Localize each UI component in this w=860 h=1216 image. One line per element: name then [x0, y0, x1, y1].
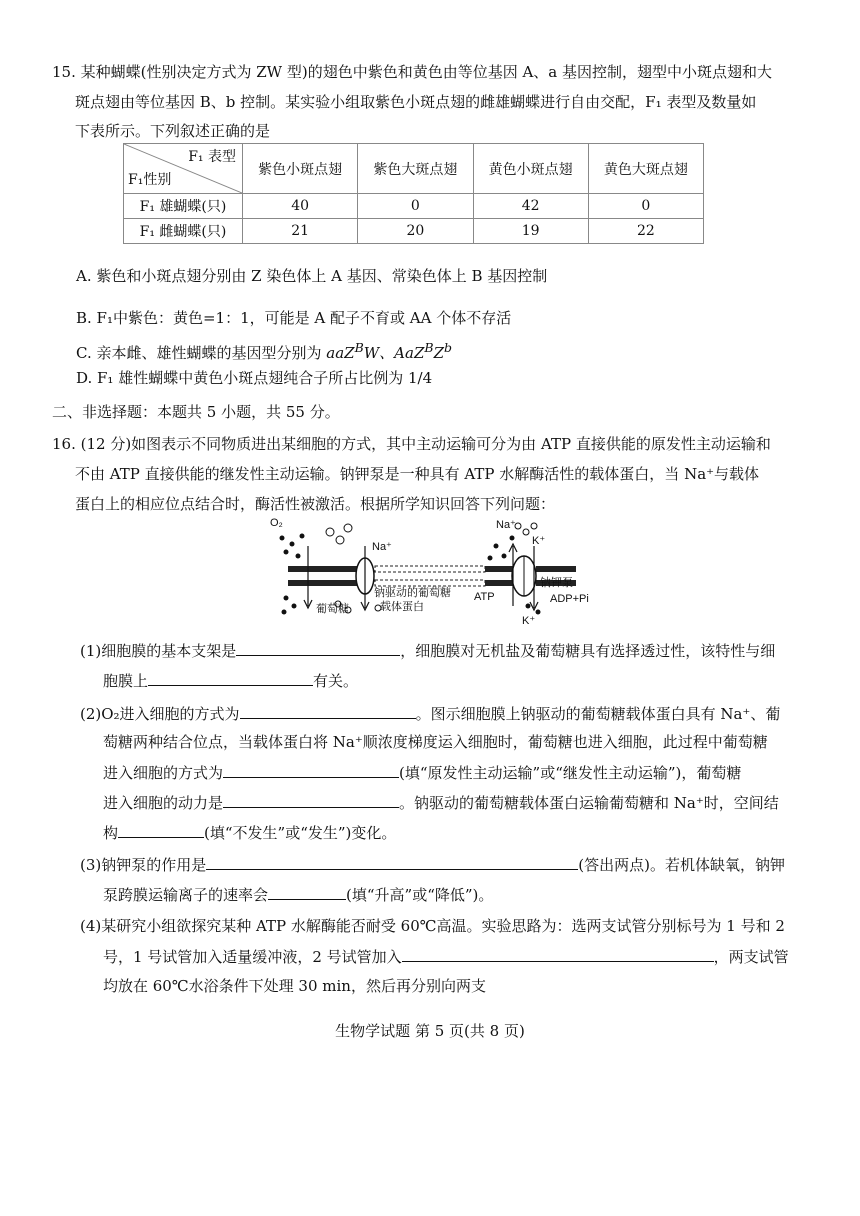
q16-p3-text: (填“升高”或“降低”)。	[346, 886, 494, 904]
q16-part-2	[80, 701, 780, 726]
answer-blank[interactable]	[240, 701, 416, 719]
q16-line-1: 16. (12 分)如图表示不同物质进出某细胞的方式，其中主动运输可分为由 ATP 直接供能的原发性主动运输和	[52, 435, 771, 453]
q16-part-2-line2: 萄糖两种结合位点，当载体蛋白将 Na⁺顺浓度梯度运入细胞时，葡萄糖也进入细胞，此过程中葡萄糖	[103, 733, 768, 751]
table-cell: 0	[588, 194, 703, 219]
table-header: 黄色小斑点翅	[473, 144, 588, 194]
table-header: 紫色小斑点翅	[243, 144, 358, 194]
q16-p2-text: 进入细胞的方式为	[103, 764, 224, 782]
answer-blank[interactable]	[268, 882, 346, 900]
q16-p3-text: 泵跨膜运输离子的速率会	[103, 886, 269, 904]
q16-part-3-cont	[103, 882, 493, 907]
q16-part-4-line2	[103, 944, 789, 969]
answer-blank[interactable]	[223, 760, 399, 778]
q16-p2-text: 构	[103, 824, 119, 842]
option-b: B. F₁中紫色：黄色=1：1，可能是 A 配子不育或 AA 个体不存活	[76, 309, 512, 327]
corner-top-label: F₁ 表型	[188, 149, 236, 165]
label-carrier: 钠驱动的葡萄糖	[374, 587, 451, 599]
q16-part-1-cont	[103, 668, 358, 693]
membrane-transport-diagram	[268, 516, 600, 628]
q15-line-1: 15. 某种蝴蝶(性别决定方式为 ZW 型)的翅色中紫色和黄色由等位基因 A、a 基因控制，翅型中小斑点翅和大	[52, 63, 773, 81]
q16-part-2-line4	[103, 790, 779, 815]
answer-blank[interactable]	[206, 852, 578, 870]
q16-part-2-line5	[103, 820, 396, 845]
label-k-bottom: K⁺	[522, 615, 536, 627]
q15-line-2: 斑点翅由等位基因 B、b 控制。某实验小组取紫色小斑点翅的雌雄蝴蝶进行自由交配，F₁ 表型及数量如	[75, 93, 757, 111]
option-c-text: C. 亲本雌、雄性蝴蝶的基因型分别为	[76, 344, 327, 362]
q16-p1-text: 胞膜上	[103, 672, 149, 690]
table-cell: 20	[358, 219, 473, 244]
q16-p1-text: ，细胞膜对无机盐及葡萄糖具有选择透过性，该特性与细	[400, 642, 776, 660]
row-label: F₁ 雄蝴蝶(只)	[124, 194, 243, 219]
q16-part-2-line3	[103, 760, 741, 785]
table-cell: 0	[358, 194, 473, 219]
answer-blank[interactable]	[223, 790, 399, 808]
q15-table	[123, 143, 704, 244]
table-header: 紫色大斑点翅	[358, 144, 473, 194]
q16-line-3: 蛋白上的相应位点结合时，酶活性被激活。根据所学知识回答下列问题：	[75, 495, 556, 513]
q16-p3-text: (答出两点)。若机体缺氧，钠钾	[578, 856, 785, 874]
label-o2: O₂	[270, 517, 283, 529]
q16-line-2: 不由 ATP 直接供能的继发性主动运输。钠钾泵是一种具有 ATP 水解酶活性的载体蛋白，当 Na⁺与载体	[75, 465, 760, 483]
answer-blank[interactable]	[118, 820, 204, 838]
answer-blank[interactable]	[148, 668, 313, 686]
q16-part-1	[80, 638, 775, 663]
q16-p4-text: ，两支试管	[713, 948, 789, 966]
table-corner-cell	[124, 144, 243, 194]
table-row	[124, 194, 704, 219]
table-cell: 19	[473, 219, 588, 244]
q15-line-3: 下表所示。下列叙述正确的是	[75, 122, 271, 140]
table-cell: 21	[243, 219, 358, 244]
row-label: F₁ 雌蝴蝶(只)	[124, 219, 243, 244]
genotype-female: aaZ	[326, 344, 355, 362]
label-na-right: Na⁺	[496, 519, 516, 531]
table-cell: 22	[588, 219, 703, 244]
q16-p1-text: 有关。	[313, 672, 359, 690]
q16-p2-text: (填“不发生”或“发生”)变化。	[204, 824, 397, 842]
label-carrier-2: 载体蛋白	[380, 601, 424, 613]
q16-p1-text: (1)细胞膜的基本支架是	[80, 642, 237, 660]
label-adp: ADP+Pi	[550, 593, 589, 605]
q16-p3-text: (3)钠钾泵的作用是	[80, 856, 207, 874]
table-cell: 40	[243, 194, 358, 219]
q16-p2-text: 进入细胞的动力是	[103, 794, 224, 812]
option-d: D. F₁ 雄性蝴蝶中黄色小斑点翅纯合子所占比例为 1/4	[76, 369, 433, 387]
q16-p2-text: 。钠驱动的葡萄糖载体蛋白运输葡萄糖和 Na⁺时，空间结	[399, 794, 779, 812]
table-header: 黄色大斑点翅	[588, 144, 703, 194]
genotype-sup: B	[354, 340, 364, 355]
genotype-male: W、AaZ	[363, 344, 425, 362]
label-glucose: 葡萄糖	[316, 603, 349, 615]
answer-blank[interactable]	[402, 944, 714, 962]
q16-p2-text: (填“原发性主动运输”或“继发性主动运输”)，葡萄糖	[399, 764, 742, 782]
option-c	[76, 336, 452, 365]
genotype-sup: B	[424, 340, 434, 355]
label-k-top: K⁺	[532, 535, 546, 547]
label-atp: ATP	[474, 591, 495, 603]
q16-p2-text: (2)O₂进入细胞的方式为	[80, 705, 240, 723]
table-row	[124, 219, 704, 244]
label-pump: 钠钾泵	[540, 577, 573, 589]
option-a: A. 紫色和小斑点翅分别由 Z 染色体上 A 基因、常染色体上 B 基因控制	[76, 267, 548, 285]
genotype-sup: b	[444, 340, 453, 355]
corner-bottom-label: F₁性别	[128, 172, 172, 188]
genotype-male-2: Z	[433, 344, 444, 362]
label-na-left: Na⁺	[372, 541, 392, 553]
table-cell: 42	[473, 194, 588, 219]
q16-part-3	[80, 852, 785, 877]
q16-part-4-line3: 均放在 60℃水浴条件下处理 30 min，然后再分别向两支	[103, 977, 486, 995]
q16-part-4: (4)某研究小组欲探究某种 ATP 水解酶能否耐受 60℃高温。实验思路为：选两支试管分别标号为 1 号和 2	[80, 917, 785, 935]
q16-p2-text: 。图示细胞膜上钠驱动的葡萄糖载体蛋白具有 Na⁺、葡	[415, 705, 781, 723]
answer-blank[interactable]	[236, 638, 400, 656]
page-footer: 生物学试题 第 5 页(共 8 页)	[335, 1022, 525, 1040]
q16-p4-text: 号，1 号试管加入适量缓冲液，2 号试管加入	[103, 948, 402, 966]
section-heading: 二、非选择题：本题共 5 小题，共 55 分。	[52, 403, 340, 421]
